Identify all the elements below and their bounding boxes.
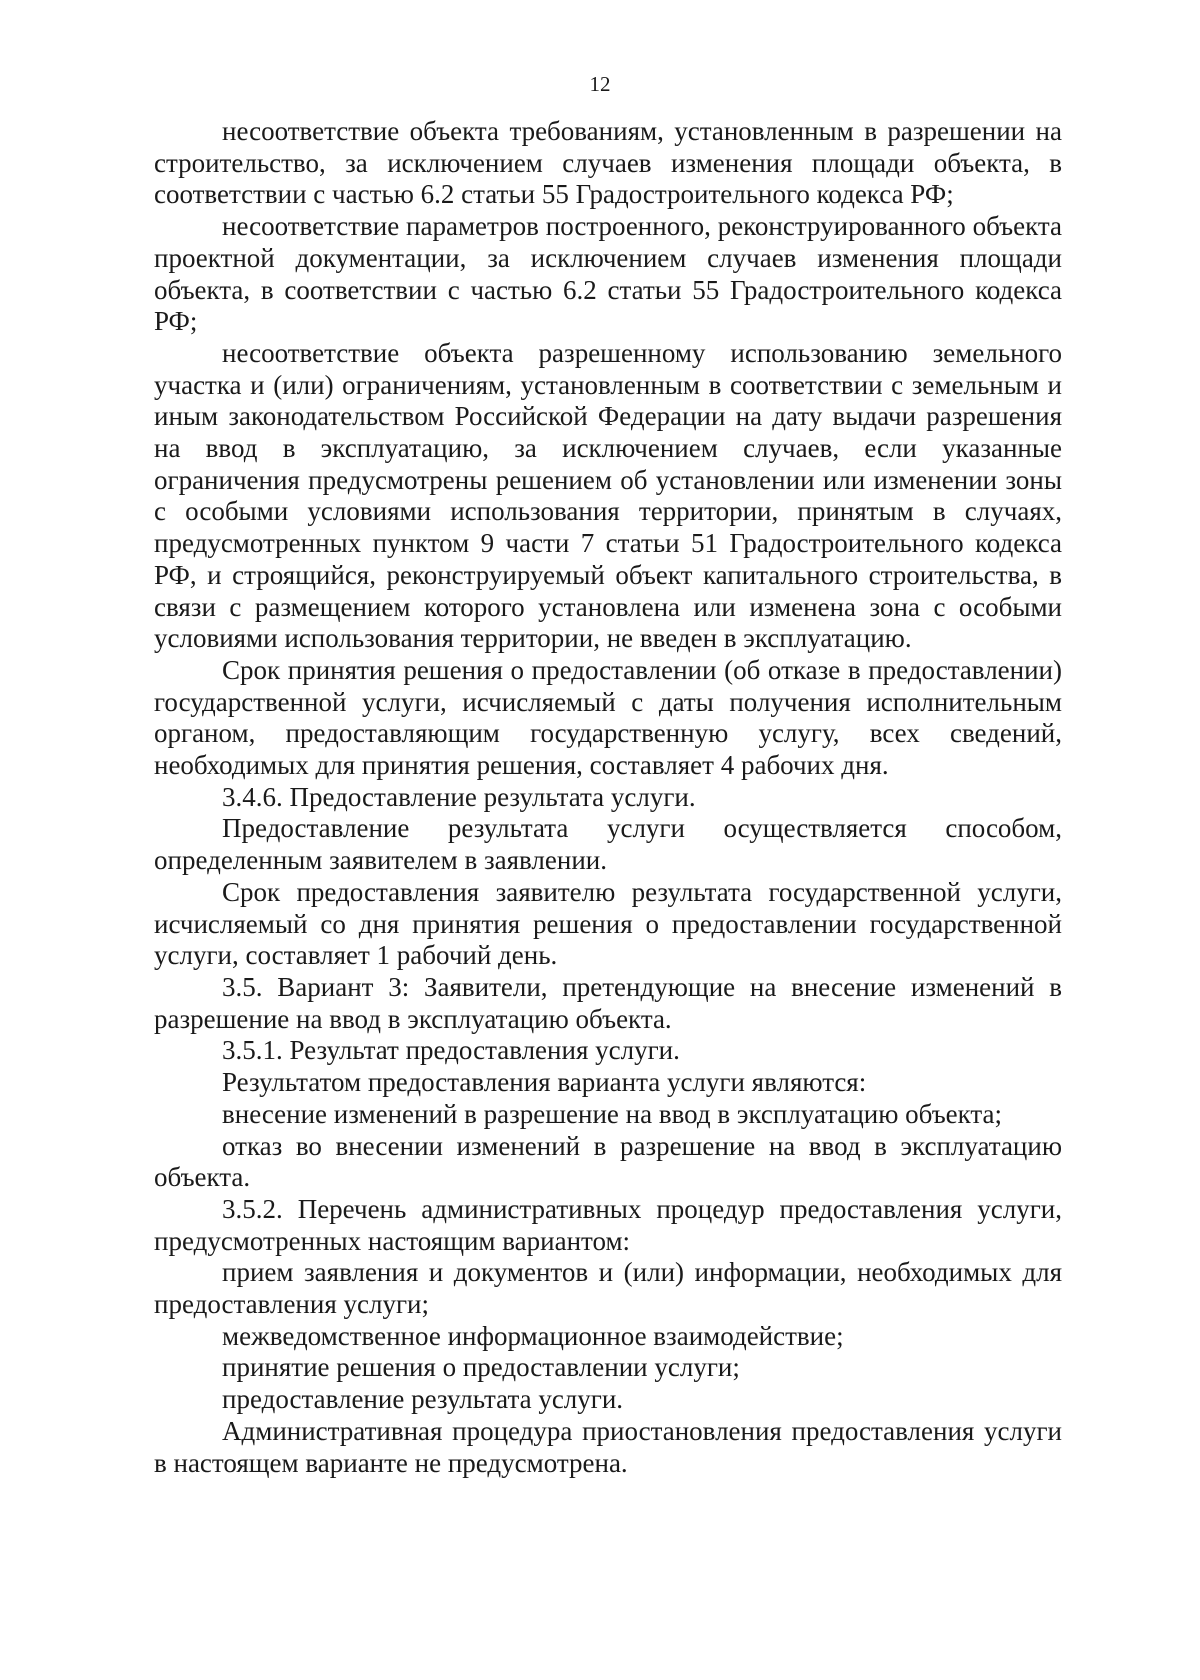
paragraph-10: Результатом предоставления варианта услуги являются: — [222, 1067, 867, 1098]
paragraph-18: Административная процедура приостановления предоставления услуги в настоящем варианте не предусмотрена. — [154, 1415, 1062, 1478]
paragraph-1: несоответствие объекта требованиям, установленным в разрешении на строительство, за исключением случаев изменения площади объекта, в соответствии с частью 6.2 статьи 55 Градостроительного кодекса РФ; — [154, 116, 1062, 210]
list-item-result-1: внесение изменений в разрешение на ввод в эксплуатацию объекта; — [222, 1098, 1003, 1129]
list-item-procedure-2: межведомственное информационное взаимодействие; — [222, 1320, 844, 1351]
list-item-result-2: отказ во внесении изменений в разрешение на ввод в эксплуатацию объекта. — [154, 1130, 1062, 1193]
section-heading-3-5-1: 3.5.1. Результат предоставления услуги. — [222, 1035, 680, 1066]
paragraph-2: несоответствие параметров построенного, реконструированного объекта проектной документации, за исключением случаев изменения площади объекта, в соответствии с частью 6.2 статьи 55 Градостроительного кодекса РФ; — [154, 211, 1062, 337]
list-item-procedure-1: прием заявления и документов и (или) информации, необходимых для предоставления услуги; — [154, 1257, 1062, 1320]
document-body — [154, 116, 1062, 1479]
paragraph-6: Предоставление результата услуги осуществляется способом, определенным заявителем в заявлении. — [154, 813, 1062, 876]
paragraph-3: несоответствие объекта разрешенному использованию земельного участка и (или) ограничениям, установленным в соответствии с земельным и иным законодательством Российской Федерации на дату выдачи разрешения на ввод в эксплуатацию, за исключением случаев, если указанные ограничения предусмотрены решением об установлении или изменении зоны с особыми условиями использования территории, принятым в случаях, предусмотренных пунктом 9 части 7 статьи 51 Градостроительного кодекса РФ, и строящийся, реконструируемый объект капитального строительства, в связи с размещением которого установлена или изменена зона с особыми условиями использования территории, не введен в эксплуатацию. — [154, 337, 1062, 654]
paragraph-4: Срок принятия решения о предоставлении (об отказе в предоставлении) государственной услуги, исчисляемый с даты получения исполнительным органом, предоставляющим государственную услугу, всех сведений, необходимых для принятия решения, составляет 4 рабочих дня. — [154, 654, 1062, 781]
section-heading-3-4-6: 3.4.6. Предоставление результата услуги. — [222, 781, 696, 812]
paragraph-7: Срок предоставления заявителю результата государственной услуги, исчисляемый со дня принятия решения о предоставлении государственной услуги, составляет 1 рабочий день. — [154, 876, 1062, 971]
page-number: 12 — [589, 72, 611, 96]
list-item-procedure-4: предоставление результата услуги. — [222, 1384, 624, 1415]
section-heading-3-5: 3.5. Вариант 3: Заявители, претендующие на внесение изменений в разрешение на ввод в эксплуатацию объекта. — [154, 971, 1062, 1034]
list-item-procedure-3: принятие решения о предоставлении услуги; — [222, 1352, 740, 1383]
section-heading-3-5-2: 3.5.2. Перечень административных процедур предоставления услуги, предусмотренных настоящим вариантом: — [154, 1193, 1062, 1256]
